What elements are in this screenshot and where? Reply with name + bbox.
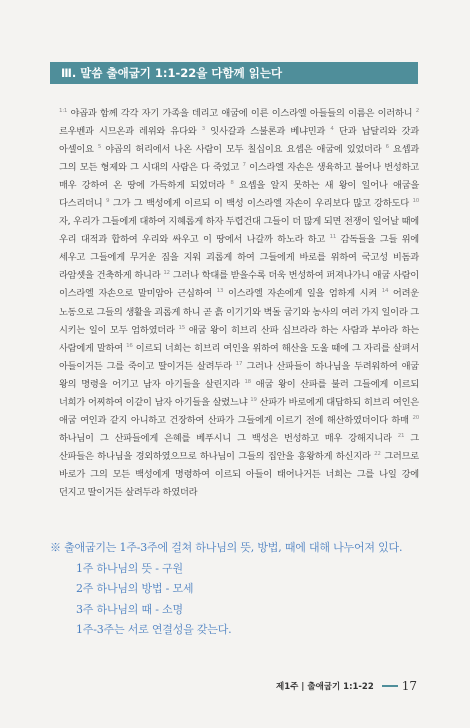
verse-number: 3 bbox=[201, 125, 205, 132]
verse-text: 자, 우리가 그들에게 대하여 지혜롭게 하자 두렵건대 그들이 더 많게 되면 전쟁이 일어날 때에 우리 대적과 합하여 우리와 싸우고 이 땅에서 나갈까 하노라 하고 bbox=[59, 216, 419, 246]
verse-number: 13 bbox=[216, 288, 224, 295]
verse-text: 하나님이 그 산파들에게 은혜를 베푸시니 그 백성은 번성하고 매우 강해지니라 bbox=[59, 432, 398, 444]
verse-number: 11 bbox=[329, 234, 337, 241]
verse-number: 4 bbox=[330, 125, 334, 132]
verse-number: 1:1 bbox=[59, 107, 68, 114]
verse-text: 어려운 노동으로 그들의 생활을 괴롭게 하니 곧 흙 이기기와 벽돌 굽기와 농사의 여러 가지 일이라 그 시키는 일이 모두 엄하였더라 bbox=[59, 288, 419, 336]
note-item: 3주 하나님의 때 - 소명 bbox=[76, 602, 183, 616]
verse-text: 산파가 바로에게 대답하되 히브리 여인은 애굽 여인과 같지 아니하고 건장하여 산파가 그들에게 이르기 전에 해산하였더이다 하매 bbox=[59, 396, 419, 426]
page-footer bbox=[270, 677, 417, 695]
verse-number: 20 bbox=[412, 414, 419, 421]
verse-number: 19 bbox=[250, 396, 257, 403]
verse-text: 르우벤과 시므온과 레위와 유다와 bbox=[59, 126, 202, 138]
verse-text: 야곱의 허리에서 나온 사람이 모두 칠십이요 요셉은 애굽에 있었더라 bbox=[101, 144, 386, 156]
verse-text: 단과 납달리와 갓과 아셀이요 bbox=[59, 126, 419, 156]
verse-number: 18 bbox=[244, 378, 251, 385]
verse-text: 이스라엘 자손에게 일을 엄하게 시켜 bbox=[223, 288, 382, 300]
verse-number: 2 bbox=[415, 107, 419, 114]
verse-number: 15 bbox=[178, 324, 185, 331]
scripture-passage bbox=[59, 105, 419, 502]
verse-text: 이르되 너희는 히브리 여인을 위하여 해산을 도울 때에 그 자리를 살펴서 아들이거든 그를 죽이고 딸이거든 살려두라 bbox=[59, 342, 419, 372]
note-item: 2주 하나님의 방법 - 모세 bbox=[76, 582, 194, 595]
verse-number: 21 bbox=[397, 432, 405, 439]
verse-text: 그러나 산파들이 하나님을 두려워하여 애굽 왕의 명령을 어기고 남자 아기들을 살린지라 bbox=[59, 360, 419, 390]
section-title: Ⅲ. 말씀 출애굽기 1:1-22을 다함께 읽는다 bbox=[61, 66, 283, 80]
note-item: 1주 하나님의 뜻 - 구원 bbox=[76, 561, 183, 575]
verse-number: 5 bbox=[97, 144, 102, 151]
verse-text: 요셉을 알지 못하는 새 왕이 일어나 애굽을 다스리더니 bbox=[59, 180, 420, 210]
verse-number: 8 bbox=[230, 180, 234, 187]
verse-text: 이스라엘 자손은 생육하고 불어나 번성하고 매우 강하여 온 땅에 가득하게 되었더라 bbox=[59, 162, 419, 192]
verse-text: 애굽 왕이 산파를 불러 그들에게 이르되 너희가 어찌하여 이같이 남자 아기들을 살렸느냐 bbox=[59, 378, 419, 408]
verse-number: 6 bbox=[385, 144, 389, 151]
verse-text: 잇사갈과 스불론과 베냐민과 bbox=[205, 126, 331, 138]
verse-number: 16 bbox=[126, 342, 133, 349]
verse-text: 감독들을 그들 위에 세우고 그들에게 무거운 짐을 지워 괴롭게 하여 그들에게 바로를 위하여 국고성 비돔과 라암셋을 건축하게 하니라 bbox=[59, 234, 419, 282]
chapter-label: 제1주 | 출애굽기 1:1-22 bbox=[276, 682, 374, 692]
verse-text: 그러므로 바로가 그의 모든 백성에게 명령하여 이르되 아들이 태어나거든 너희는 그를 나일 강에 던지고 딸이거든 살려두라 하였더라 bbox=[59, 450, 419, 498]
verse-text: 그 산파들은 하나님을 경외하였으므로 하나님이 그들의 집안을 흥왕하게 하신지라 bbox=[59, 432, 419, 462]
verse-number: 12 bbox=[163, 270, 170, 277]
verse-text: 야곱과 함께 각각 자기 가족을 데리고 애굽에 이른 이스라엘 아들들의 이름은 이러하니 bbox=[67, 108, 416, 119]
verse-number: 22 bbox=[374, 450, 381, 457]
verse-number: 7 bbox=[242, 162, 246, 169]
verse-text: 그가 그 백성에게 이르되 이 백성 이스라엘 자손이 우리보다 많고 강하도다 bbox=[109, 198, 413, 210]
page-number: 17 bbox=[401, 679, 418, 693]
verse-number: 9 bbox=[105, 198, 110, 205]
note-item: 1주-3주는 서로 연결성을 갖는다. bbox=[76, 623, 232, 636]
verse-text: 애굽 왕이 히브리 산파 십브라라 하는 사람과 부아라 하는 사람에게 말하여 bbox=[59, 324, 419, 354]
verse-number: 14 bbox=[381, 288, 389, 295]
study-note bbox=[50, 538, 425, 641]
verse-number: 17 bbox=[235, 360, 243, 367]
footer-rule bbox=[382, 685, 398, 687]
verse-text: 요셉과 그의 모든 형제와 그 시대의 사람은 다 죽었고 bbox=[59, 144, 419, 174]
section-header-bar bbox=[50, 62, 418, 84]
verse-number: 10 bbox=[412, 198, 419, 205]
verse-text: 그러나 학대를 받을수록 더욱 번성하여 퍼져나가니 애굽 사람이 이스라엘 자손으로 말미암아 근심하여 bbox=[59, 270, 419, 300]
note-intro: ※ 출애굽기는 1주-3주에 걸쳐 하나님의 뜻, 방법, 때에 대해 나누어져 있다. bbox=[50, 541, 403, 554]
